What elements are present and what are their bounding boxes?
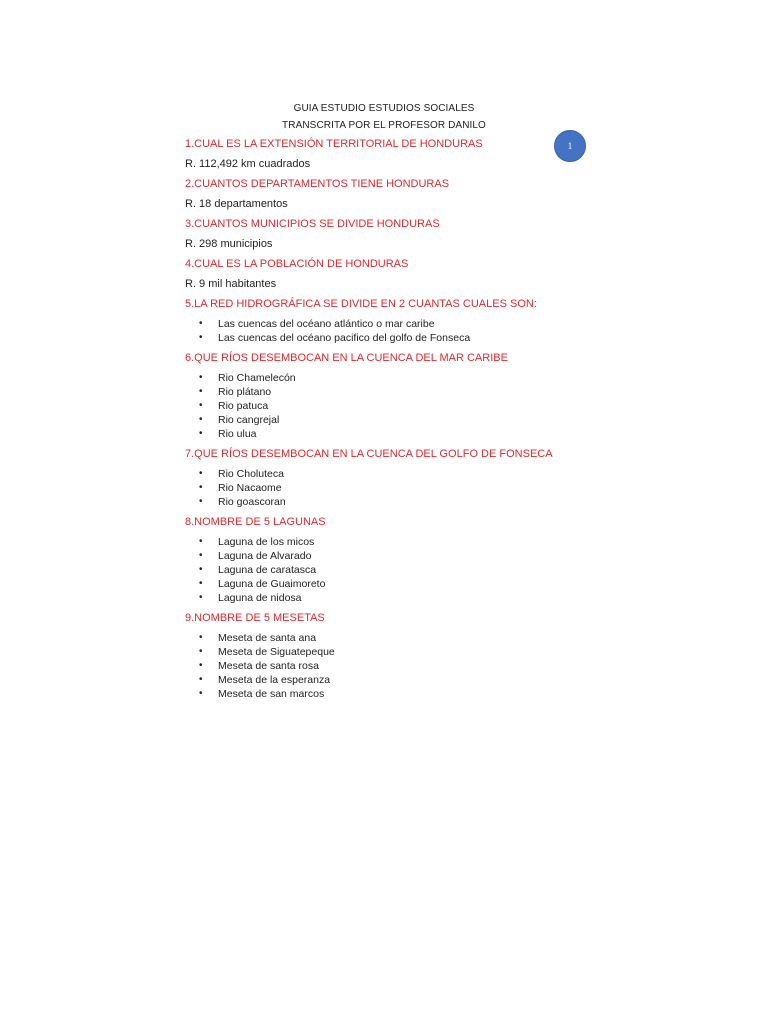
list-item: • Las cuencas del océano pacifico del golfo de Fonseca bbox=[199, 332, 471, 344]
answer-5-list bbox=[185, 317, 605, 345]
question-5: 5.LA RED HIDROGRÁFICA SE DIVIDE EN 2 CUANTAS CUALES SON: bbox=[185, 298, 537, 310]
answer-2: R. 18 departamentos bbox=[185, 198, 288, 210]
question-1: 1.CUAL ES LA EXTENSIÓN TERRITORIAL DE HONDURAS bbox=[185, 138, 483, 150]
answer-4: R. 9 mil habitantes bbox=[185, 278, 277, 290]
bullet-icon: • bbox=[199, 536, 203, 547]
questions-list bbox=[185, 137, 605, 701]
list-item: • Rio cangrejal bbox=[199, 414, 280, 426]
list-item: • Laguna de los micos bbox=[199, 536, 315, 548]
bullet-icon: • bbox=[199, 646, 203, 657]
list-item: • Laguna de caratasca bbox=[199, 564, 317, 576]
answer-3: R. 298 municipios bbox=[185, 238, 273, 250]
bullet-icon: • bbox=[199, 318, 203, 329]
document-title: GUIA ESTUDIO ESTUDIOS SOCIALES bbox=[293, 103, 475, 114]
bullet-icon: • bbox=[199, 386, 203, 397]
list-item: • Rio Chamelecón bbox=[199, 372, 296, 384]
list-item: • Rio Choluteca bbox=[199, 468, 284, 480]
bullet-icon: • bbox=[199, 674, 203, 685]
bullet-icon: • bbox=[199, 414, 203, 425]
list-item: • Laguna de Guaimoreto bbox=[199, 578, 326, 590]
list-item: • Rio patuca bbox=[199, 400, 269, 412]
bullet-icon: • bbox=[199, 332, 203, 343]
question-2: 2.CUANTOS DEPARTAMENTOS TIENE HONDURAS bbox=[185, 178, 450, 190]
answer-9-list bbox=[185, 631, 605, 701]
list-item: • Meseta de san marcos bbox=[199, 688, 325, 700]
list-item: • Meseta de la esperanza bbox=[199, 674, 331, 686]
bullet-icon: • bbox=[199, 372, 203, 383]
list-item: • Meseta de santa ana bbox=[199, 632, 317, 644]
bullet-icon: • bbox=[199, 632, 203, 643]
page-number: 1 bbox=[567, 141, 573, 151]
list-item: • Laguna de Alvarado bbox=[199, 550, 312, 562]
question-3: 3.CUANTOS MUNICIPIOS SE DIVIDE HONDURAS bbox=[185, 218, 440, 230]
question-8: 8.NOMBRE DE 5 LAGUNAS bbox=[185, 516, 326, 528]
bullet-icon: • bbox=[199, 660, 203, 671]
bullet-icon: • bbox=[199, 688, 203, 699]
question-6: 6.QUE RÍOS DESEMBOCAN EN LA CUENCA DEL MAR CARIBE bbox=[185, 352, 508, 364]
question-9: 9.NOMBRE DE 5 MESETAS bbox=[185, 612, 325, 624]
question-4: 4.CUAL ES LA POBLACIÓN DE HONDURAS bbox=[185, 258, 409, 270]
bullet-icon: • bbox=[199, 592, 203, 603]
bullet-icon: • bbox=[199, 468, 203, 479]
list-item: • Las cuencas del océano atlántico o mar caribe bbox=[199, 318, 435, 330]
list-item: • Rio ulua bbox=[199, 428, 257, 440]
answer-6-list bbox=[185, 371, 605, 441]
answer-8-list bbox=[185, 535, 605, 605]
bullet-icon: • bbox=[199, 400, 203, 411]
list-item: • Meseta de Siguatepeque bbox=[199, 646, 335, 658]
bullet-icon: • bbox=[199, 578, 203, 589]
list-item: • Meseta de santa rosa bbox=[199, 660, 319, 672]
list-item: • Rio plátano bbox=[199, 386, 272, 398]
list-item: • Rio goascoran bbox=[199, 496, 286, 508]
answer-7-list bbox=[185, 467, 605, 509]
question-7: 7.QUE RÍOS DESEMBOCAN EN LA CUENCA DEL GOLFO DE FONSECA bbox=[185, 448, 553, 460]
bullet-icon: • bbox=[199, 428, 203, 439]
list-item: • Rio Nacaome bbox=[199, 482, 282, 494]
list-item: • Laguna de nidosa bbox=[199, 592, 302, 604]
bullet-icon: • bbox=[199, 496, 203, 507]
bullet-icon: • bbox=[199, 564, 203, 575]
answer-1: R. 112,492 km cuadrados bbox=[185, 158, 311, 170]
document-subtitle: TRANSCRITA POR EL PROFESOR DANILO bbox=[282, 120, 486, 131]
bullet-icon: • bbox=[199, 550, 203, 561]
bullet-icon: • bbox=[199, 482, 203, 493]
